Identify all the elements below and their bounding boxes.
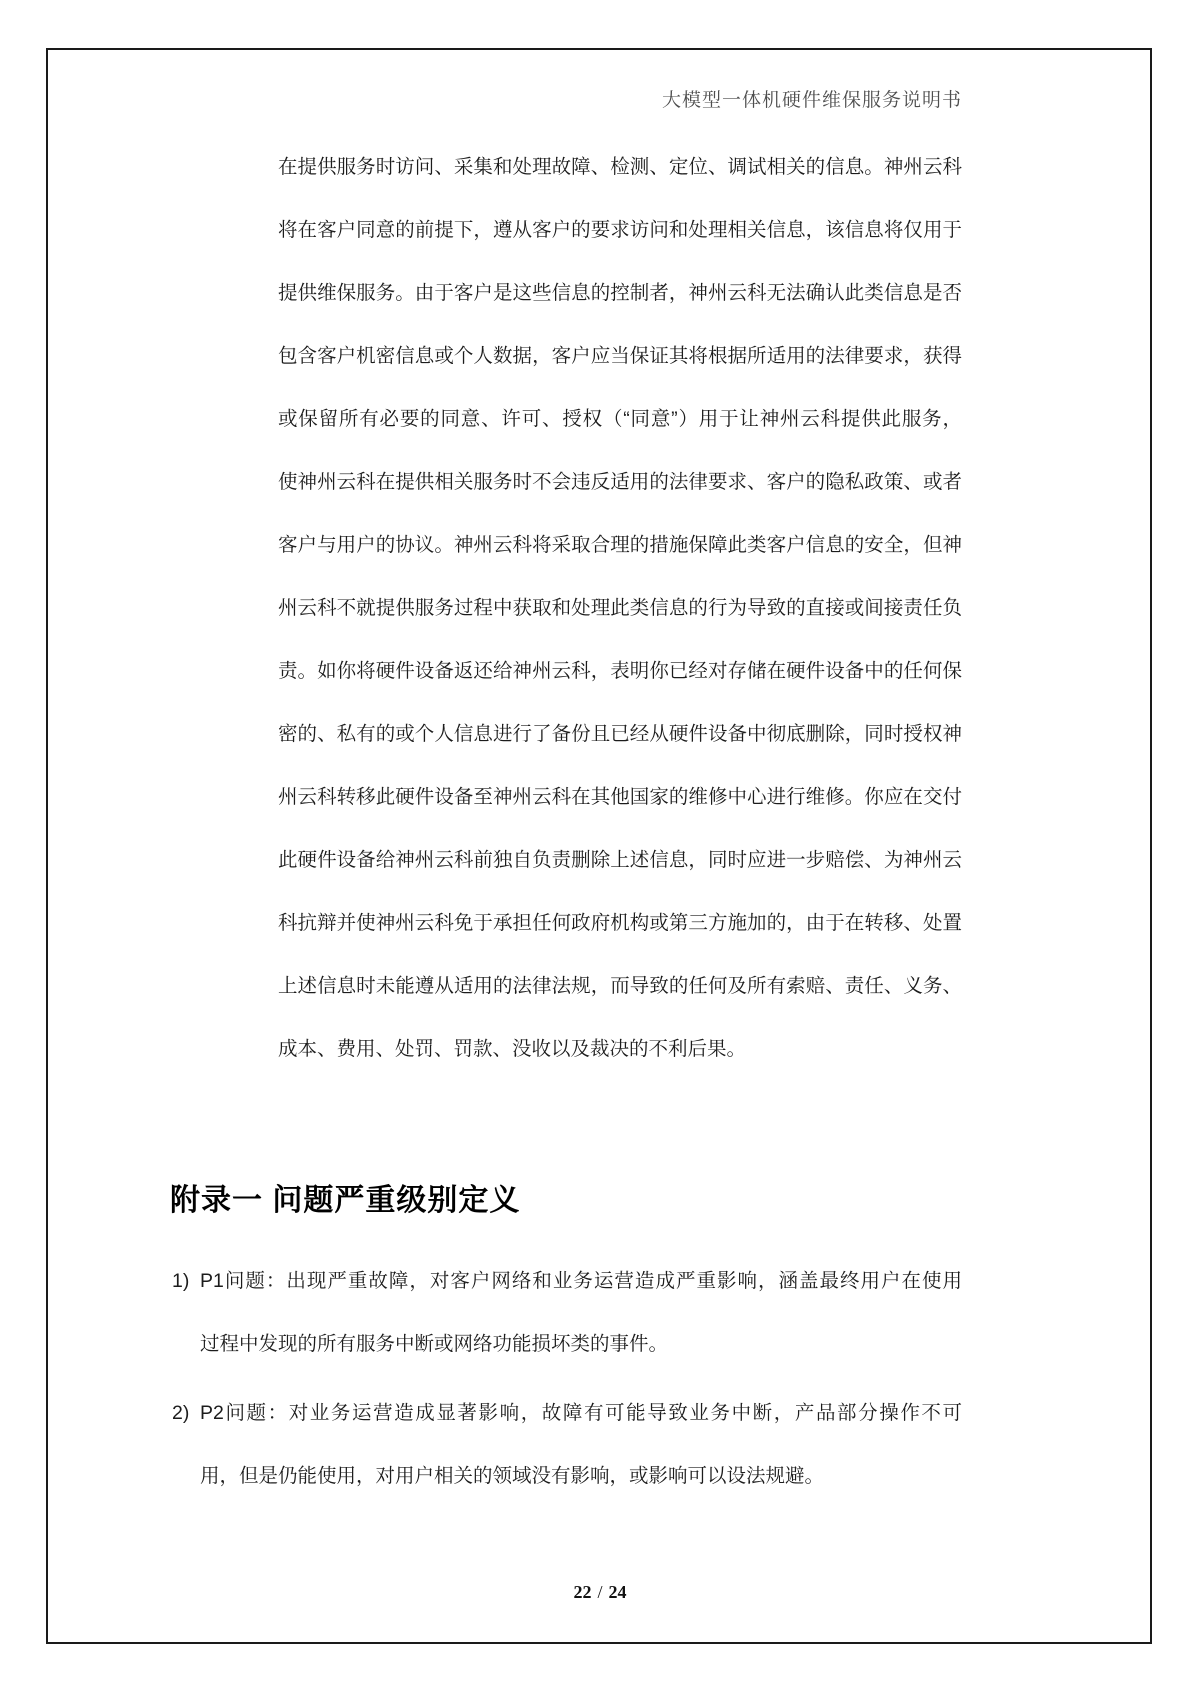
paragraph-line: 科抗辩并使神州云科免于承担任何政府机构或第三方施加的，由于在转移、处置: [278, 912, 962, 934]
paragraph-line: 州云科不就提供服务过程中获取和处理此类信息的行为导致的直接或间接责任负: [278, 597, 962, 619]
list-item-text: [200, 1382, 962, 1508]
document-header-title: 大模型一体机硬件维保服务说明书: [661, 90, 962, 111]
paragraph-line: 密的、私有的或个人信息进行了备份且已经从硬件设备中彻底删除，同时授权神: [278, 723, 962, 745]
severity-level-list: [170, 1250, 962, 1514]
list-item-marker: 2): [172, 1402, 190, 1424]
page-footer: [0, 1582, 1200, 1603]
paragraph-line: 将在客户同意的前提下，遵从客户的要求访问和处理相关信息，该信息将仅用于: [278, 219, 962, 241]
paragraph-line: 提供维保服务。由于客户是这些信息的控制者，神州云科无法确认此类信息是否: [278, 282, 962, 304]
paragraph-line: 上述信息时未能遵从适用的法律法规，而导致的任何及所有索赔、责任、义务、: [278, 975, 962, 997]
paragraph-line: 客户与用户的协议。神州云科将采取合理的措施保障此类客户信息的安全，但神: [278, 534, 962, 556]
paragraph-line: 使神州云科在提供相关服务时不会违反适用的法律要求、客户的隐私政策、或者: [278, 471, 962, 493]
list-item-line: P2问题：对业务运营造成显著影响，故障有可能导致业务中断，产品部分操作不可: [200, 1402, 962, 1424]
total-page-number: 24: [608, 1582, 627, 1602]
paragraph-line: 此硬件设备给神州云科前独自负责删除上述信息，同时应进一步赔偿、为神州云: [278, 849, 962, 871]
current-page-number: 22: [573, 1582, 592, 1602]
list-item-line: 用，但是仍能使用，对用户相关的领域没有影响，或影响可以设法规避。: [200, 1465, 825, 1487]
list-item-marker: 1): [172, 1270, 190, 1292]
list-item: [170, 1250, 962, 1376]
paragraph-line: 在提供服务时访问、采集和处理故障、检测、定位、调试相关的信息。神州云科: [278, 156, 962, 178]
paragraph-line: 州云科转移此硬件设备至神州云科在其他国家的维修中心进行维修。你应在交付: [278, 786, 962, 808]
list-item: [170, 1382, 962, 1508]
page-number-separator: /: [597, 1582, 603, 1602]
paragraph-line: 责。如你将硬件设备返还给神州云科，表明你已经对存储在硬件设备中的任何保: [278, 660, 962, 682]
list-item-line: P1问题：出现严重故障，对客户网络和业务运营造成严重影响，涵盖最终用户在使用: [200, 1270, 962, 1292]
paragraph-line: 或保留所有必要的同意、许可、授权（“同意”）用于让神州云科提供此服务，: [278, 408, 962, 430]
appendix-heading: 附录一 问题严重级别定义: [170, 1184, 521, 1217]
list-item-text: [200, 1250, 962, 1376]
paragraph-line: 包含客户机密信息或个人数据，客户应当保证其将根据所适用的法律要求，获得: [278, 345, 962, 367]
list-item-line: 过程中发现的所有服务中断或网络功能损坏类的事件。: [200, 1333, 669, 1355]
body-paragraph: [278, 136, 962, 1081]
paragraph-line: 成本、费用、处罚、罚款、没收以及裁决的不利后果。: [278, 1038, 747, 1060]
